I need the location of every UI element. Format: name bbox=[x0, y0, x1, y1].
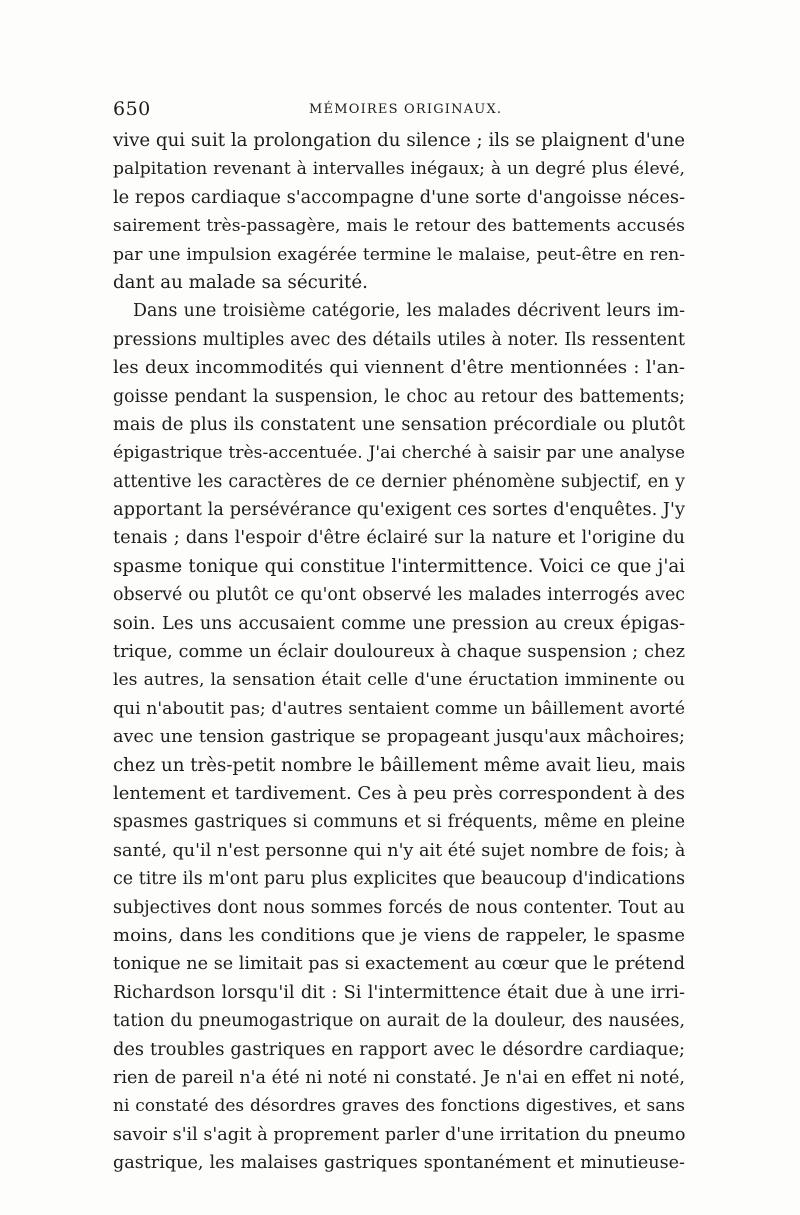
page-number: 650 bbox=[113, 98, 151, 120]
text-line: observé ou plutôt ce qu'ont observé les malades interrogés avec bbox=[113, 585, 685, 606]
text-line: tation du pneumogastrique on aurait de la douleur, des nausées, bbox=[113, 1011, 685, 1032]
text-line: épigastrique très-accentuée. J'ai cherché à saisir par une analyse bbox=[113, 443, 685, 464]
text-line: subjectives dont nous sommes forcés de nous contenter. Tout au bbox=[113, 897, 685, 918]
text-line: ni constaté des désordres graves des fonctions digestives, et sans bbox=[113, 1096, 685, 1117]
text-line: spasmes gastriques si communs et si fréquents, même en pleine bbox=[113, 812, 685, 833]
text-line: moins, dans les conditions que je viens de rappeler, le spasme bbox=[113, 924, 685, 946]
text-line: ce titre ils m'ont paru plus explicites que beaucoup d'indications bbox=[113, 869, 685, 890]
text-line: le repos cardiaque s'accompagne d'une sorte d'angoisse néces- bbox=[113, 186, 685, 208]
text-line: trique, comme un éclair douloureux à chaque suspension ; chez bbox=[113, 642, 685, 663]
text-line: dant au malade sa sécurité. bbox=[113, 271, 368, 293]
text-line: goisse pendant la suspension, le choc au retour des battements; bbox=[113, 386, 685, 407]
text-line: rien de pareil n'a été ni noté ni constaté. Je n'ai en effet ni noté, bbox=[113, 1067, 685, 1088]
text-line: sairement très-passagère, mais le retour des battements accusés bbox=[113, 216, 685, 237]
text-line: apportant la persévérance qu'exigent ces sortes d'enquêtes. J'y bbox=[113, 499, 685, 521]
text-line: des troubles gastriques en rapport avec le désordre cardiaque; bbox=[113, 1038, 685, 1060]
text-line: par une impulsion exagérée termine le malaise, peut-être en ren- bbox=[113, 244, 685, 265]
text-line: tenais ; dans l'espoir d'être éclairé sur la nature et l'origine du bbox=[113, 527, 685, 549]
text-line: attentive les caractères de ce dernier phénomène subjectif, en y bbox=[113, 471, 685, 492]
text-line: gastrique, les malaises gastriques spontanément et minutieuse- bbox=[113, 1153, 685, 1174]
text-line: avec une tension gastrique se propageant jusqu'aux mâchoires; bbox=[113, 727, 685, 748]
text-line: vive qui suit la prolongation du silence ; ils se plaignent d'une bbox=[113, 130, 685, 151]
text-line: qui n'aboutit pas; d'autres sentaient comme un bâillement avorté bbox=[113, 698, 685, 719]
text-line: les deux incommodités qui viennent d'être mentionnées : l'an- bbox=[113, 357, 685, 379]
text-line: les autres, la sensation était celle d'une éructation imminente ou bbox=[113, 670, 685, 691]
text-line: chez un très-petit nombre le bâillement même avait lieu, mais bbox=[113, 754, 686, 776]
text-line: lentement et tardivement. Ces à peu près correspondent à des bbox=[113, 782, 686, 804]
text-line: santé, qu'il n'est personne qui n'y ait été sujet nombre de fois; à bbox=[113, 840, 686, 861]
text-line: pressions multiples avec des détails utiles à noter. Ils ressentent bbox=[113, 329, 685, 350]
page-header bbox=[113, 98, 683, 120]
running-head: MÉMOIRES ORIGINAUX. bbox=[309, 102, 503, 117]
text-line: soin. Les uns accusaient comme une pression au creux épigas- bbox=[113, 612, 685, 634]
body-text bbox=[113, 127, 685, 1177]
paragraph-start-line: Dans une troisième catégorie, les malades décrivent leurs im- bbox=[133, 301, 685, 322]
text-line: tonique ne se limitait pas si exactement au cœur que le prétend bbox=[113, 954, 685, 975]
text-line: mais de plus ils constatent une sensation précordiale ou plutôt bbox=[113, 413, 685, 435]
text-line: palpitation revenant à intervalles inégaux; à un degré plus élevé, bbox=[113, 159, 685, 180]
text-line: savoir s'il s'agit à proprement parler d'une irritation du pneumo bbox=[113, 1124, 686, 1145]
text-line: Richardson lorsqu'il dit : Si l'intermittence était due à une irri- bbox=[113, 981, 685, 1003]
text-line: spasme tonique qui constitue l'intermittence. Voici ce que j'ai bbox=[113, 555, 685, 577]
